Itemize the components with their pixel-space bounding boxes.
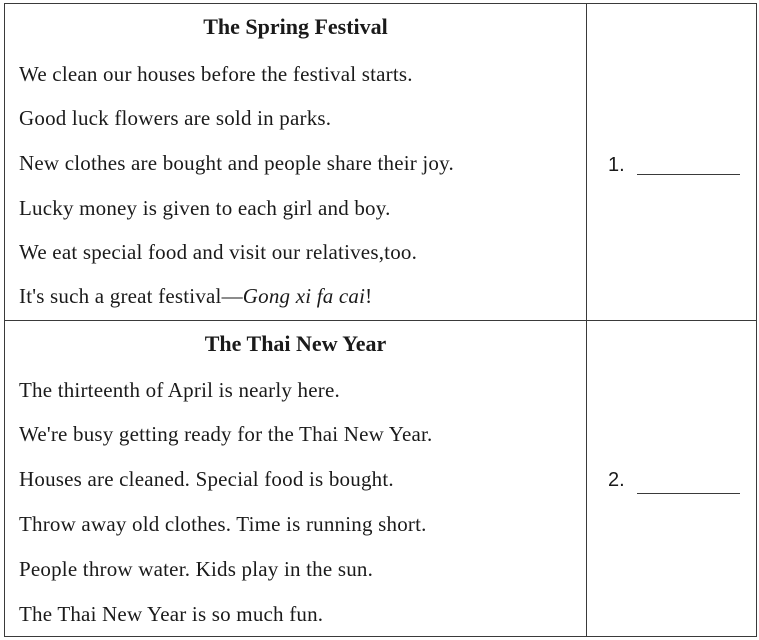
answer-blank-1[interactable] [637, 174, 740, 175]
poem-line: People throw water. Kids play in the sun. [19, 557, 374, 581]
poem-line: The Thai New Year is so much fun. [19, 602, 324, 626]
poem-line: We eat special food and visit our relatives,too. [19, 240, 418, 264]
poem-title: The Thai New Year [204, 331, 387, 356]
thai-new-year-poem [5, 321, 586, 636]
answer-blank-2[interactable] [637, 493, 740, 494]
thai-new-year-row [5, 321, 756, 636]
poem-line-text: It's such a great festival— [19, 284, 243, 308]
poem-line-italic: Gong xi fa cai [242, 284, 366, 308]
spring-festival-poem [5, 4, 586, 320]
poem-line: We clean our houses before the festival starts. [19, 62, 413, 86]
answer-number: 1. [608, 154, 625, 176]
poem-line-punct: ! [365, 284, 373, 308]
poem-line: Houses are cleaned. Special food is bought. [19, 467, 394, 491]
answer-cell-2 [586, 321, 756, 636]
spring-festival-row [5, 4, 756, 321]
poem-line-last [19, 284, 372, 309]
answer-number: 2. [608, 469, 625, 491]
poem-line: We're busy getting ready for the Thai New Year. [19, 422, 433, 446]
answer-cell-1 [586, 4, 756, 320]
poem-line: Throw away old clothes. Time is running short. [19, 512, 427, 536]
poem-line: The thirteenth of April is nearly here. [19, 378, 340, 402]
poem-table [4, 3, 757, 637]
poem-line: Good luck flowers are sold in parks. [19, 106, 332, 130]
poem-line: New clothes are bought and people share their joy. [19, 151, 454, 175]
poem-title: The Spring Festival [203, 14, 388, 39]
poem-line: Lucky money is given to each girl and boy. [19, 196, 391, 220]
